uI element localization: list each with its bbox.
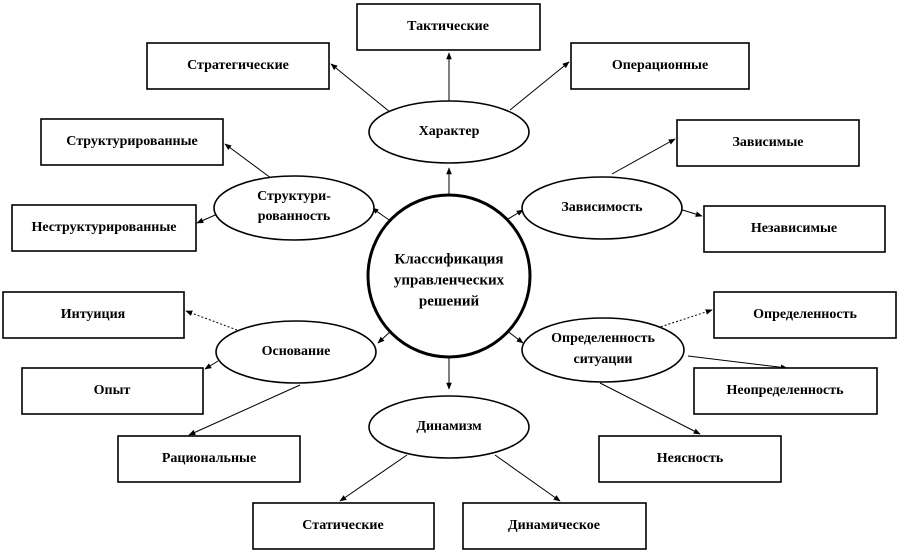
- item-static: [253, 503, 434, 549]
- item-intuition: [3, 292, 184, 338]
- item-dependent: [677, 120, 859, 166]
- center-label-line-2: управленческих: [393, 272, 505, 289]
- item-ambiguity-label: Неясность: [656, 451, 724, 467]
- item-dependent-label: Зависимые: [732, 135, 804, 151]
- connector-certainty-uncertainty: [688, 356, 787, 368]
- item-uncertainty: [694, 368, 877, 414]
- item-tactical-label: Тактические: [407, 19, 489, 35]
- category-dependence-label: Зависимость: [561, 200, 643, 216]
- center-label-line-3: решений: [418, 293, 480, 310]
- category-basis-label: Основание: [261, 344, 331, 360]
- center-node: [368, 195, 530, 357]
- category-dependence: [522, 177, 682, 239]
- category-structure-label-line-2: рованность: [257, 209, 331, 225]
- category-basis: [216, 321, 376, 383]
- item-strategic-label: Стратегические: [187, 58, 289, 74]
- item-strategic: [147, 43, 329, 89]
- connector-dynamism-dynamic: [495, 455, 560, 501]
- item-structured-label: Структурированные: [66, 134, 198, 150]
- item-ambiguity: [599, 436, 781, 482]
- item-dynamic: [463, 503, 646, 549]
- item-dynamic-label: Динамическое: [508, 518, 600, 534]
- item-unstructured: [12, 205, 196, 251]
- category-certainty-label-line-1: Определенность: [551, 331, 655, 347]
- connector-character-strategic: [331, 64, 390, 112]
- connector-dependence-dependent: [612, 139, 675, 174]
- connector-basis-experience: [205, 361, 218, 369]
- item-operational-label: Операционные: [611, 58, 709, 74]
- category-structure-label-line-1: Структури-: [257, 189, 331, 205]
- center-label-line-1: Классификация: [394, 251, 504, 268]
- connector-basis-intuition: [186, 311, 237, 330]
- category-character-label: Характер: [418, 124, 480, 140]
- item-certainty: [714, 292, 896, 338]
- category-certainty-label-line-2: ситуации: [573, 352, 633, 368]
- item-structured: [41, 119, 223, 165]
- category-certainty: [522, 318, 684, 382]
- item-independent-label: Независимые: [750, 221, 838, 237]
- item-operational: [571, 43, 749, 89]
- item-independent: [704, 206, 885, 252]
- connector-dynamism-static: [340, 455, 407, 501]
- connector-structure-structured: [225, 144, 275, 181]
- connector-certainty-ambiguity: [600, 383, 700, 434]
- item-experience: [22, 368, 203, 414]
- item-tactical: [357, 4, 540, 50]
- item-unstructured-label: Неструктурированные: [31, 220, 177, 236]
- item-intuition-label: Интуиция: [60, 307, 126, 323]
- connector-basis-rational: [189, 385, 300, 435]
- connector-certainty-certainty: [657, 310, 712, 328]
- item-rational-label: Рациональные: [161, 451, 257, 467]
- item-experience-label: Опыт: [93, 383, 131, 399]
- item-certainty-label: Определенность: [753, 307, 857, 323]
- category-dynamism-label: Динамизм: [416, 419, 482, 435]
- item-uncertainty-label: Неопределенность: [726, 383, 844, 399]
- category-dynamism: [369, 396, 529, 458]
- connector-character-operational: [510, 62, 569, 110]
- category-structure: [214, 176, 374, 240]
- category-character: [369, 101, 529, 163]
- item-rational: [118, 436, 300, 482]
- item-static-label: Статические: [302, 518, 384, 534]
